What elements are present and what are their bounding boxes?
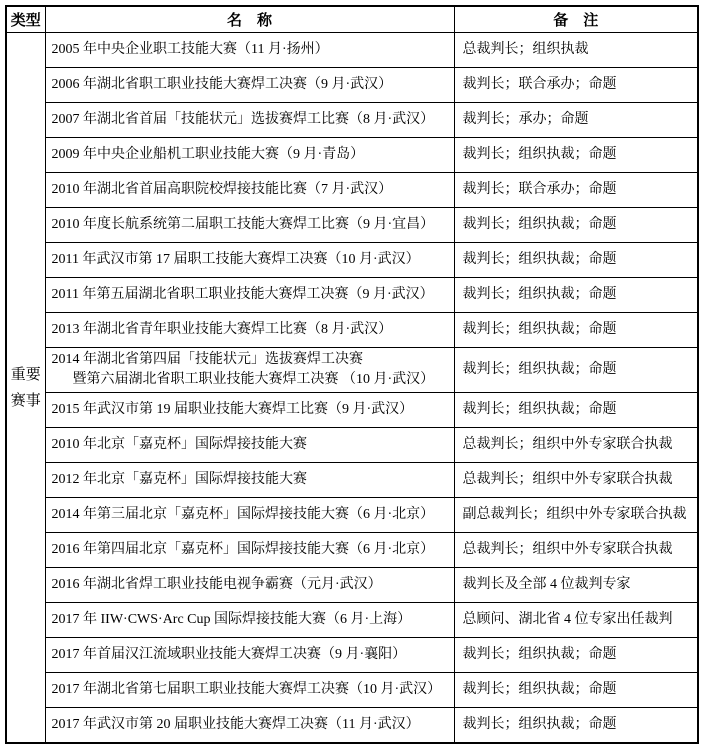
table-row	[6, 313, 698, 348]
event-name-line: 2014 年第三届北京「嘉克杯」国际焊接技能大赛（6 月·北京）	[51, 507, 435, 522]
table-row	[6, 568, 698, 603]
event-name-line: 2010 年湖北省首届高职院校焊接技能比赛（7 月·武汉）	[51, 182, 393, 197]
table-row	[6, 638, 698, 673]
event-name-line: 2007 年湖北省首届「技能状元」选拔赛焊工比赛（8 月·武汉）	[51, 112, 435, 127]
role-remark-cell: 裁判长；组织执裁；命题	[454, 313, 698, 348]
table-row	[6, 393, 698, 428]
table-row	[6, 243, 698, 278]
event-name-cell	[45, 243, 454, 278]
event-name-line: 2009 年中央企业船机工职业技能大赛（9 月·青岛）	[51, 147, 365, 162]
column-header-type: 类型	[6, 6, 45, 33]
role-remark-cell: 裁判长；组织执裁；命题	[454, 208, 698, 243]
event-name-cell	[45, 393, 454, 428]
event-name-line: 2017 年湖北省第七届职工职业技能大赛焊工决赛（10 月·武汉）	[51, 682, 442, 697]
role-remark-cell: 总裁判长；组织执裁	[454, 33, 698, 68]
role-remark-cell: 裁判长；组织执裁；命题	[454, 708, 698, 744]
table-row	[6, 278, 698, 313]
table-row	[6, 103, 698, 138]
event-name-line: 2013 年湖北省青年职业技能大赛焊工比赛（8 月·武汉）	[51, 322, 393, 337]
role-remark-cell: 总裁判长；组织中外专家联合执裁	[454, 463, 698, 498]
table-row	[6, 673, 698, 708]
event-name-line: 2011 年武汉市第 17 届职工技能大赛焊工决赛（10 月·武汉）	[51, 252, 420, 267]
table-row	[6, 208, 698, 243]
event-name-line: 2016 年第四届北京「嘉克杯」国际焊接技能大赛（6 月·北京）	[51, 542, 435, 557]
role-remark-cell: 裁判长；组织执裁；命题	[454, 278, 698, 313]
event-name-line: 2017 年武汉市第 20 届职业技能大赛焊工决赛（11 月·武汉）	[51, 717, 420, 732]
role-remark-cell: 裁判长；组织执裁；命题	[454, 348, 698, 393]
event-name-line: 2010 年北京「嘉克杯」国际焊接技能大赛	[51, 437, 307, 452]
event-name-cell	[45, 138, 454, 173]
event-name-cell	[45, 348, 454, 393]
event-name-cell	[45, 428, 454, 463]
table-row	[6, 428, 698, 463]
role-remark-cell: 副总裁判长；组织中外专家联合执裁	[454, 498, 698, 533]
table-row	[6, 33, 698, 68]
role-remark-cell: 裁判长及全部 4 位裁判专家	[454, 568, 698, 603]
important-competitions-table	[5, 5, 699, 744]
header-row	[6, 6, 698, 33]
column-header-remark: 备 注	[454, 6, 698, 33]
event-name-cell	[45, 33, 454, 68]
role-remark-cell: 裁判长；组织执裁；命题	[454, 243, 698, 278]
table-row	[6, 68, 698, 103]
role-remark-cell: 总顾问、湖北省 4 位专家出任裁判	[454, 603, 698, 638]
event-name-line: 2017 年首届汉江流域职业技能大赛焊工决赛（9 月·襄阳）	[51, 647, 407, 662]
table-row	[6, 708, 698, 744]
event-name-line: 暨第六届湖北省职工职业技能大赛焊工决赛 （10 月·武汉）	[72, 372, 435, 387]
role-remark-cell: 裁判长；组织执裁；命题	[454, 673, 698, 708]
table-row	[6, 498, 698, 533]
role-remark-cell: 裁判长；承办；命题	[454, 103, 698, 138]
table-row	[6, 463, 698, 498]
event-name-line: 2016 年湖北省焊工职业技能电视争霸赛（元月·武汉）	[51, 577, 382, 592]
event-name-line: 2014 年湖北省第四届「技能状元」选拔赛焊工决赛	[51, 352, 363, 367]
event-name-line: 2015 年武汉市第 19 届职业技能大赛焊工比赛（9 月·武汉）	[51, 402, 414, 417]
event-name-cell	[45, 673, 454, 708]
table-row	[6, 533, 698, 568]
role-remark-cell: 总裁判长；组织中外专家联合执裁	[454, 428, 698, 463]
event-name-cell	[45, 68, 454, 103]
table-row	[6, 603, 698, 638]
event-name-cell	[45, 568, 454, 603]
event-name-cell	[45, 313, 454, 348]
event-name-cell	[45, 463, 454, 498]
table-row	[6, 138, 698, 173]
role-remark-cell: 总裁判长；组织中外专家联合执裁	[454, 533, 698, 568]
event-name-line: 2006 年湖北省职工职业技能大赛焊工决赛（9 月·武汉）	[51, 77, 393, 92]
role-remark-cell: 裁判长；组织执裁；命题	[454, 138, 698, 173]
event-name-cell	[45, 103, 454, 138]
event-name-line: 2005 年中央企业职工技能大赛（11 月·扬州）	[51, 42, 329, 57]
role-remark-cell: 裁判长；联合承办；命题	[454, 173, 698, 208]
event-name-cell	[45, 603, 454, 638]
table-row	[6, 348, 698, 393]
event-name-cell	[45, 638, 454, 673]
event-name-cell	[45, 498, 454, 533]
event-name-cell	[45, 708, 454, 744]
event-name-line: 2010 年度长航系统第二届职工技能大赛焊工比赛（9 月·宜昌）	[51, 217, 435, 232]
event-name-line: 2012 年北京「嘉克杯」国际焊接技能大赛	[51, 472, 307, 487]
category-cell: 重要 赛事	[6, 33, 45, 744]
event-name-cell	[45, 278, 454, 313]
table-row	[6, 173, 698, 208]
role-remark-cell: 裁判长；联合承办；命题	[454, 68, 698, 103]
event-name-cell	[45, 173, 454, 208]
event-name-cell	[45, 533, 454, 568]
column-header-name: 名 称	[45, 6, 454, 33]
event-name-cell	[45, 208, 454, 243]
role-remark-cell: 裁判长；组织执裁；命题	[454, 393, 698, 428]
role-remark-cell: 裁判长；组织执裁；命题	[454, 638, 698, 673]
event-name-line: 2017 年 IIW·CWS·Arc Cup 国际焊接技能大赛（6 月·上海）	[51, 612, 412, 627]
event-name-line: 2011 年第五届湖北省职工职业技能大赛焊工决赛（9 月·武汉）	[51, 287, 434, 302]
